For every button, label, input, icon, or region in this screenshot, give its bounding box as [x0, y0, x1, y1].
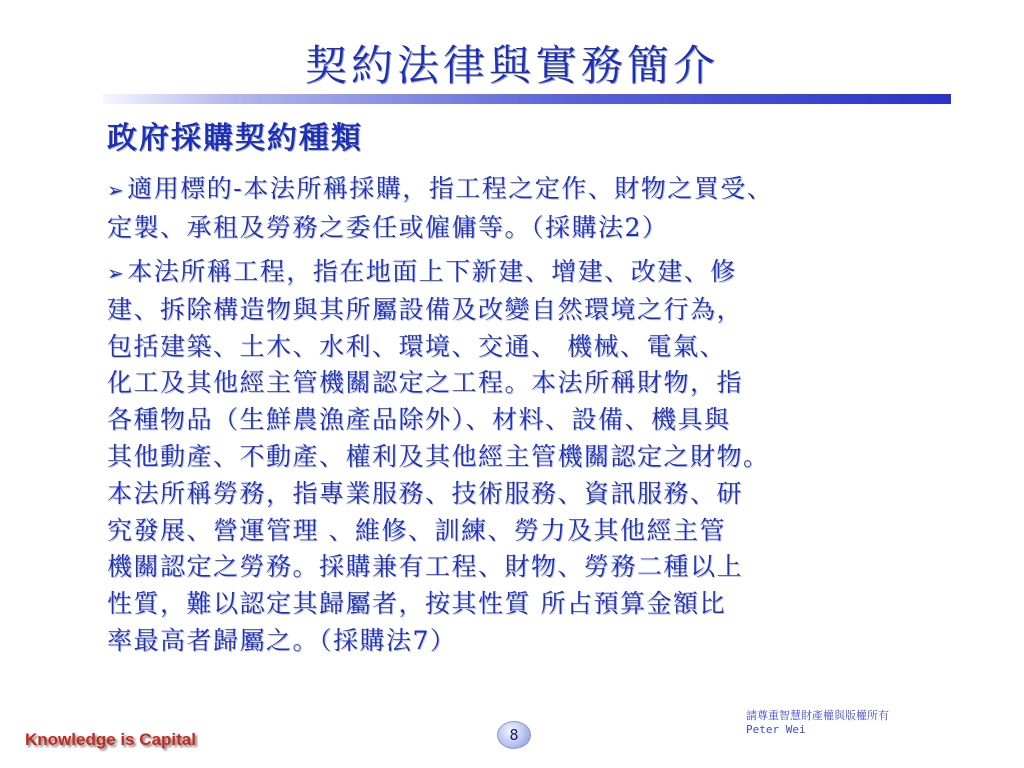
paragraph-line: 化工及其他經主管機關認定之工程。本法所稱財物，指 [107, 368, 744, 398]
paragraph-line: 各種物品（生鮮農漁產品除外）、材料、設備、機具與 [107, 405, 731, 435]
paragraph-line: 本法所稱勞務，指專業服務、技術服務、資訊服務、研 [107, 478, 744, 508]
copyright-notice [746, 709, 889, 737]
slide-title: 契約法律與實務簡介 [304, 41, 719, 90]
paragraph-line: 性質，難以認定其歸屬者，按其性質 所占預算金額比 [107, 589, 726, 619]
section-heading: 政府採購契約種類 [107, 121, 363, 156]
paragraph-definitions [107, 254, 967, 660]
arrow-bullet-icon: ➢ [107, 261, 126, 285]
paragraph-text: 本法所稱工程，指在地面上下新建、增建、改建、修 [127, 257, 737, 286]
title-divider [103, 94, 951, 104]
paragraph-line: 究發展、營運管理 、維修、訓練、勞力及其他經主管 [107, 515, 726, 545]
author-line: Peter Wei [746, 723, 806, 736]
paragraph-line: 建、拆除構造物與其所屬設備及改變自然環境之行為， [107, 294, 744, 324]
copyright-line: 請尊重智慧財產權與版權所有 [746, 709, 889, 722]
page-number-badge: 8 [497, 721, 531, 749]
paragraph-procurement-scope [107, 170, 967, 247]
paragraph-line [107, 254, 967, 292]
arrow-bullet-icon: ➢ [107, 178, 126, 202]
paragraph-line: 其他動產、不動產、權利及其他經主管機關認定之財物。 [107, 441, 770, 471]
paragraph-line: 定製、承租及勞務之委任或僱傭等。（採購法2） [107, 213, 669, 242]
paragraph-line: 機關認定之勞務。採購兼有工程、財物、勞務二種以上 [107, 552, 744, 582]
paragraph-text: 適用標的-本法所稱採購，指工程之定作、財物之買受、 [127, 174, 774, 203]
footer-brand: Knowledge is Capital [25, 730, 196, 749]
paragraph-line [107, 170, 967, 209]
paragraph-line: 率最高者歸屬之。（採購法7） [107, 625, 457, 655]
paragraph-line: 包括建築、土木、水利、環境、交通、 機械、電氣、 [107, 331, 726, 361]
